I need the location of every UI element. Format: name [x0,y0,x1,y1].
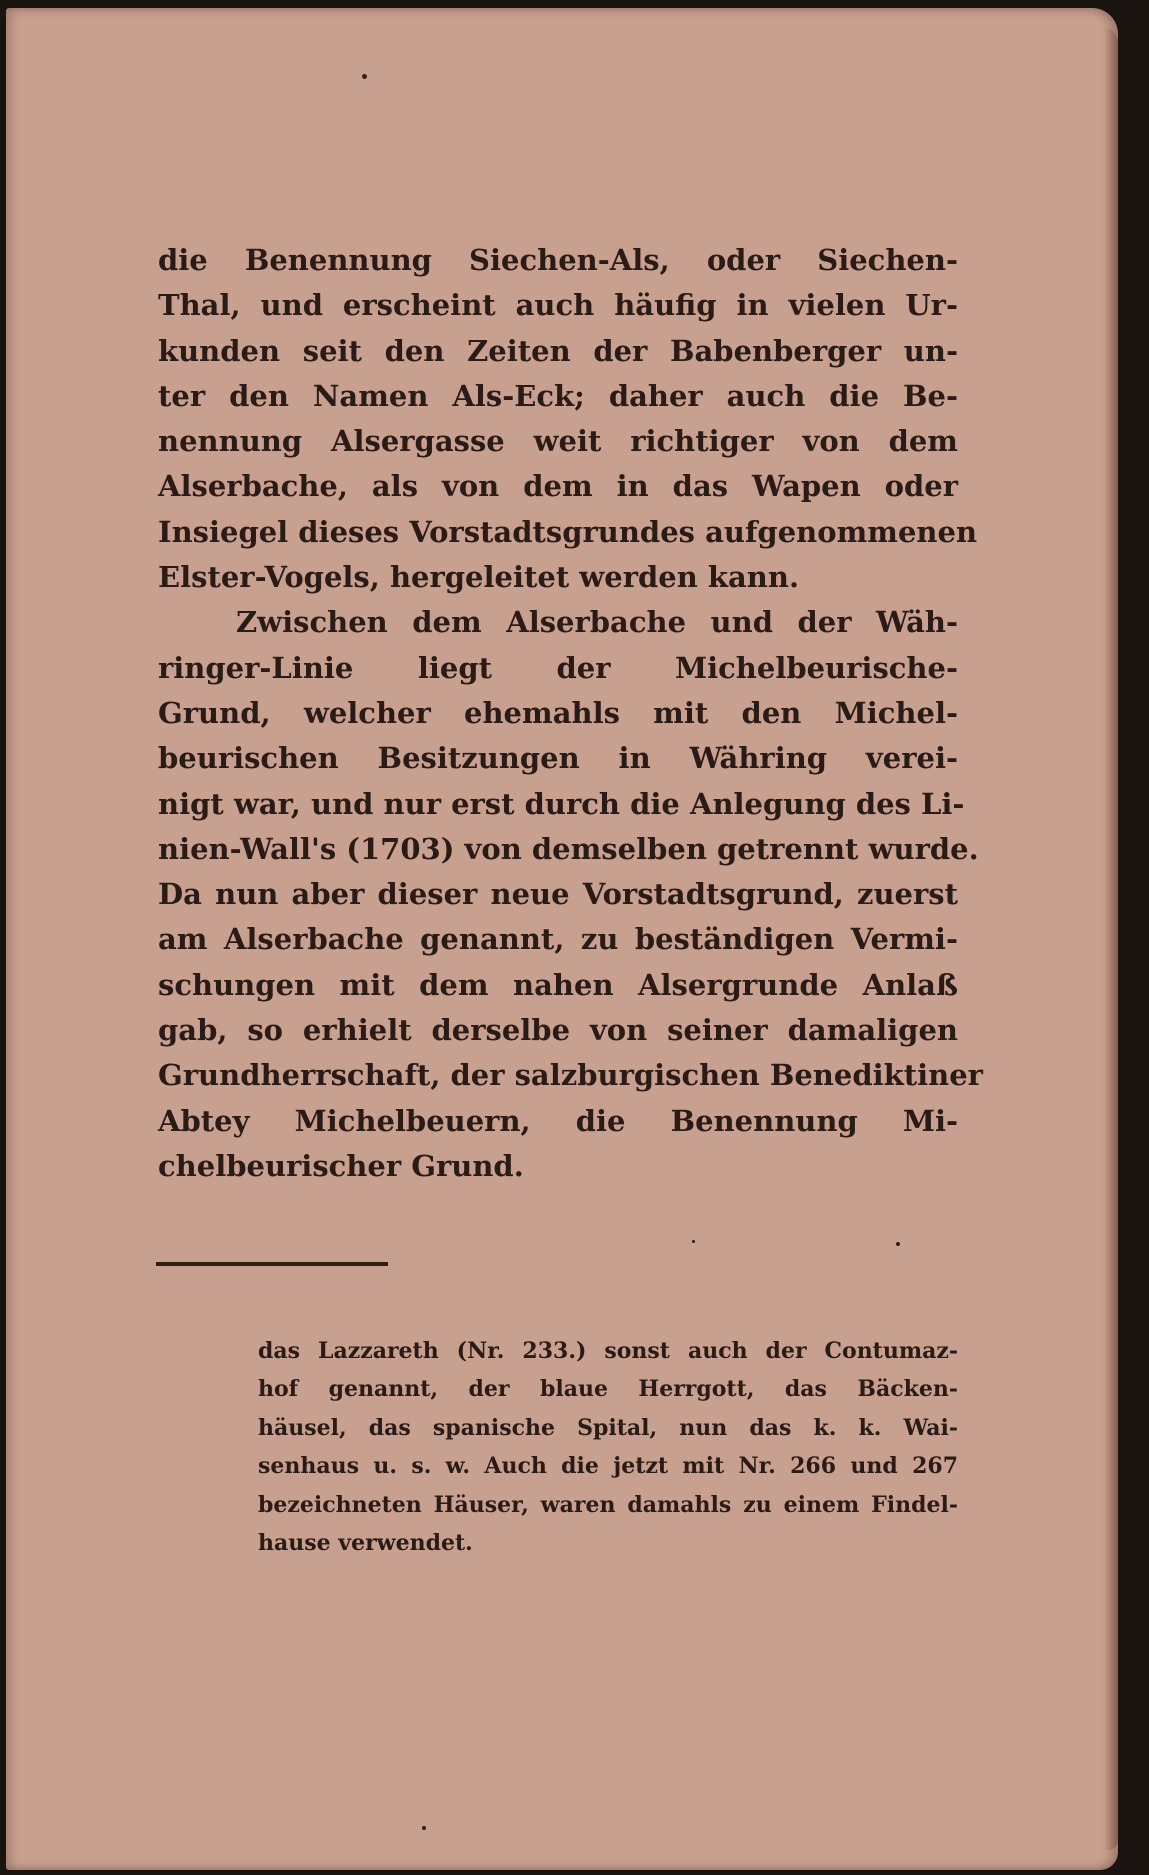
text-line: nigt war, und nur erst durch die Anlegung des Li- [158,786,965,821]
footnote-separator [156,1262,388,1266]
text-line: gab, so erhielt derselbe von seiner damaligen [158,1013,958,1048]
text-line: ter den Namen Als-Eck; daher auch die Be- [158,378,958,413]
text-line: Insiegel dieses Vorstadtsgrundes aufgenommenen [158,514,978,549]
text-line: am Alserbache genannt, zu beständigen Vermi- [158,922,958,957]
text-line: Da nun aber dieser neue Vorstadtsgrund, zuerst [158,877,958,912]
footnote-line: häusel, das spanische Spital, nun das k. k. Wai- [258,1414,958,1441]
text-line: Alserbache, als von dem in das Wapen oder [158,469,958,504]
text-line: die Benennung Siechen-Als, oder Siechen- [158,243,958,277]
main-text [158,238,983,1189]
text-line: beurischen Besitzungen in Währing verei- [158,741,958,776]
text-line: nien-Wall's (1703) von demselben getrennt wurde. [158,831,979,866]
text-line: Thal, und erscheint auch häufig in vielen Ur- [158,288,958,323]
ink-speck [896,1242,900,1246]
ink-speck [422,1826,426,1830]
text-line: chelbeurischer Grund. [158,1148,524,1183]
text-line: Grund, welcher ehemahls mit den Michel- [158,695,958,730]
ink-speck [692,1240,695,1243]
text-line: ringer-Linie liegt der Michelbeurische- [158,650,958,685]
text-line: kunden seit den Zeiten der Babenberger un- [158,333,958,368]
text-line: Zwischen dem Alserbache und der Wäh- [236,605,958,640]
text-line: Elster-Vogels, hergeleitet werden kann. [158,560,800,595]
text-line: nennung Alsergasse weit richtiger von dem [158,424,958,459]
text-line: schungen mit dem nahen Alsergrunde Anlaß [158,967,958,1002]
footnote-line: hause verwendet. [258,1530,473,1557]
footnote-line: senhaus u. s. w. Auch die jetzt mit Nr. 266 und 267 [258,1453,958,1480]
text-line: Grundherrschaft, der salzburgischen Benediktiner [158,1058,983,1093]
text-line: Abtey Michelbeuern, die Benennung Mi- [158,1103,958,1138]
footnote-line: hof genannt, der blaue Herrgott, das Bäcken- [258,1376,958,1403]
footnote-line: das Lazzareth (Nr. 233.) sonst auch der Contumaz- [258,1338,958,1364]
ink-speck [362,74,367,79]
footnote-line: bezeichneten Häuser, waren damahls zu einem Findel- [258,1491,958,1518]
footnote [258,1332,958,1562]
